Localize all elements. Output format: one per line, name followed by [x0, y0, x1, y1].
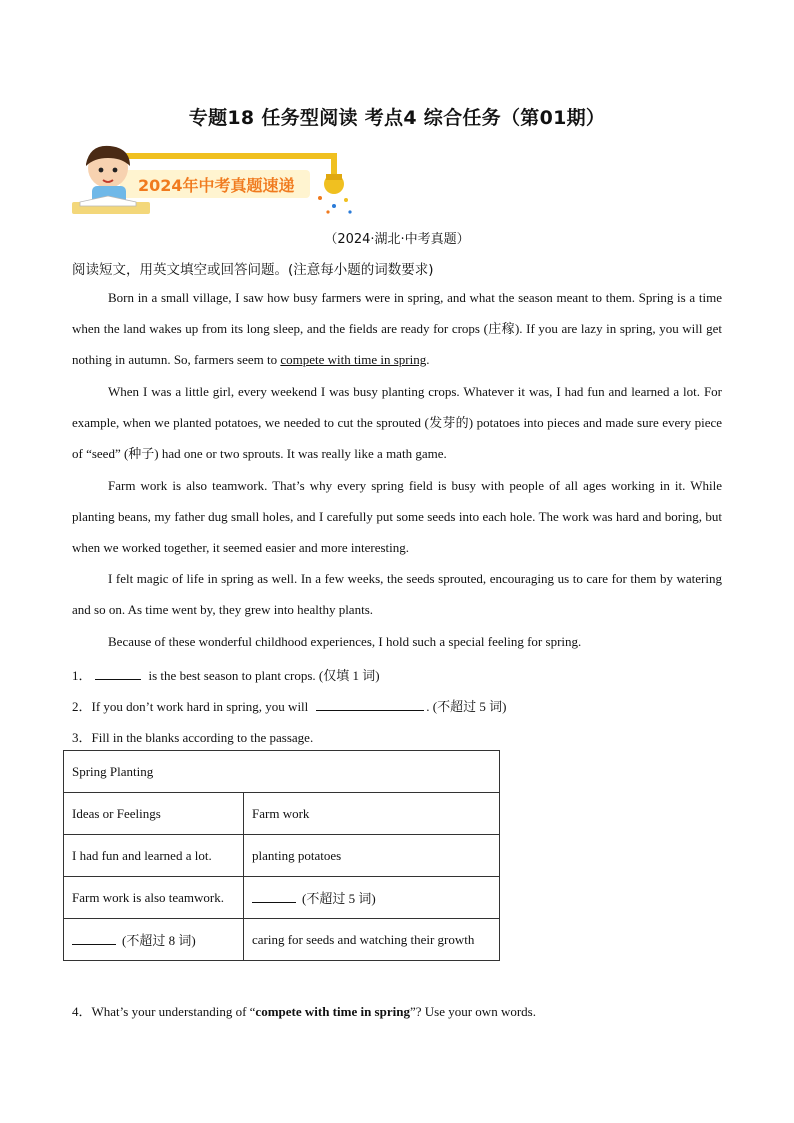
- source-note: （2024·湖北·中考真题）: [324, 232, 470, 247]
- passage-paragraph-1: Born in a small village, I saw how busy farmers were in spring, and what the season meant to them. Spring is a time when the land wakes up from its long sleep, and the fields are ready for crops (庄稼). If you are lazy in spring, you will get nothing in autumn. So, farmers seem to compete with time in spring.: [72, 290, 722, 367]
- passage-paragraph-3: Farm work is also teamwork. That’s why every spring field is busy with people of all ages working in it. While planting beans, my father dug small holes, and I carefully put some seeds into each hole. The work was hard and boring, but when we worked together, it seemed easier and more interesting.: [72, 478, 722, 555]
- table-row: [64, 793, 500, 835]
- answer-blank[interactable]: [316, 698, 424, 711]
- question-1: 1． is the best season to plant crops. (仅填 1 词): [72, 668, 380, 683]
- answer-blank[interactable]: [95, 667, 141, 680]
- answer-blank[interactable]: [252, 890, 296, 903]
- passage-paragraph-5: Because of these wonderful childhood experiences, I hold such a special feeling for spring.: [108, 634, 582, 649]
- table-cell: Ideas or Feelings: [64, 793, 244, 835]
- passage-paragraph-2: When I was a little girl, every weekend I was busy planting crops. Whatever it was, I had fun and learned a lot. For example, when we planted potatoes, we needed to cut the sprouted (发芽的) potatoes into pieces and made sure every piece of “seed” (种子) had one or two sprouts. It was really like a math game.: [72, 384, 722, 461]
- table-cell: Farm work: [244, 793, 500, 835]
- passage-paragraph-4: I felt magic of life in spring as well. In a few weeks, the seeds sprouted, encouraging us to care for them by watering and so on. As time went by, they grew into healthy plants.: [72, 571, 722, 617]
- banner-text: 2024年中考真题速递: [138, 176, 295, 195]
- table-header: Spring Planting: [64, 751, 500, 793]
- table-cell: (不超过 5 词): [244, 877, 500, 919]
- table-row: [64, 919, 500, 961]
- underlined-phrase: compete with time in spring: [280, 352, 427, 367]
- table-cell: caring for seeds and watching their growth: [244, 919, 500, 961]
- answer-table: [63, 750, 500, 961]
- table-cell: Farm work is also teamwork.: [64, 877, 244, 919]
- table-cell: (不超过 8 词): [64, 919, 244, 961]
- instruction: 阅读短文，用英文填空或回答问题。(注意每小题的词数要求): [72, 262, 434, 278]
- table-row: [64, 835, 500, 877]
- answer-blank[interactable]: [72, 932, 116, 945]
- banner-bar: [112, 153, 337, 159]
- page-title: 专题18 任务型阅读 考点4 综合任务（第01期）: [188, 107, 606, 129]
- table-cell: I had fun and learned a lot.: [64, 835, 244, 877]
- table-row: [64, 877, 500, 919]
- table-row: [64, 751, 500, 793]
- table-cell: planting potatoes: [244, 835, 500, 877]
- question-3: 3．Fill in the blanks according to the passage.: [72, 730, 314, 745]
- question-2: 2．If you don’t work hard in spring, you will . (不超过 5 词): [72, 699, 507, 714]
- question-4: 4．What’s your understanding of “compete with time in spring”? Use your own words.: [72, 1004, 536, 1019]
